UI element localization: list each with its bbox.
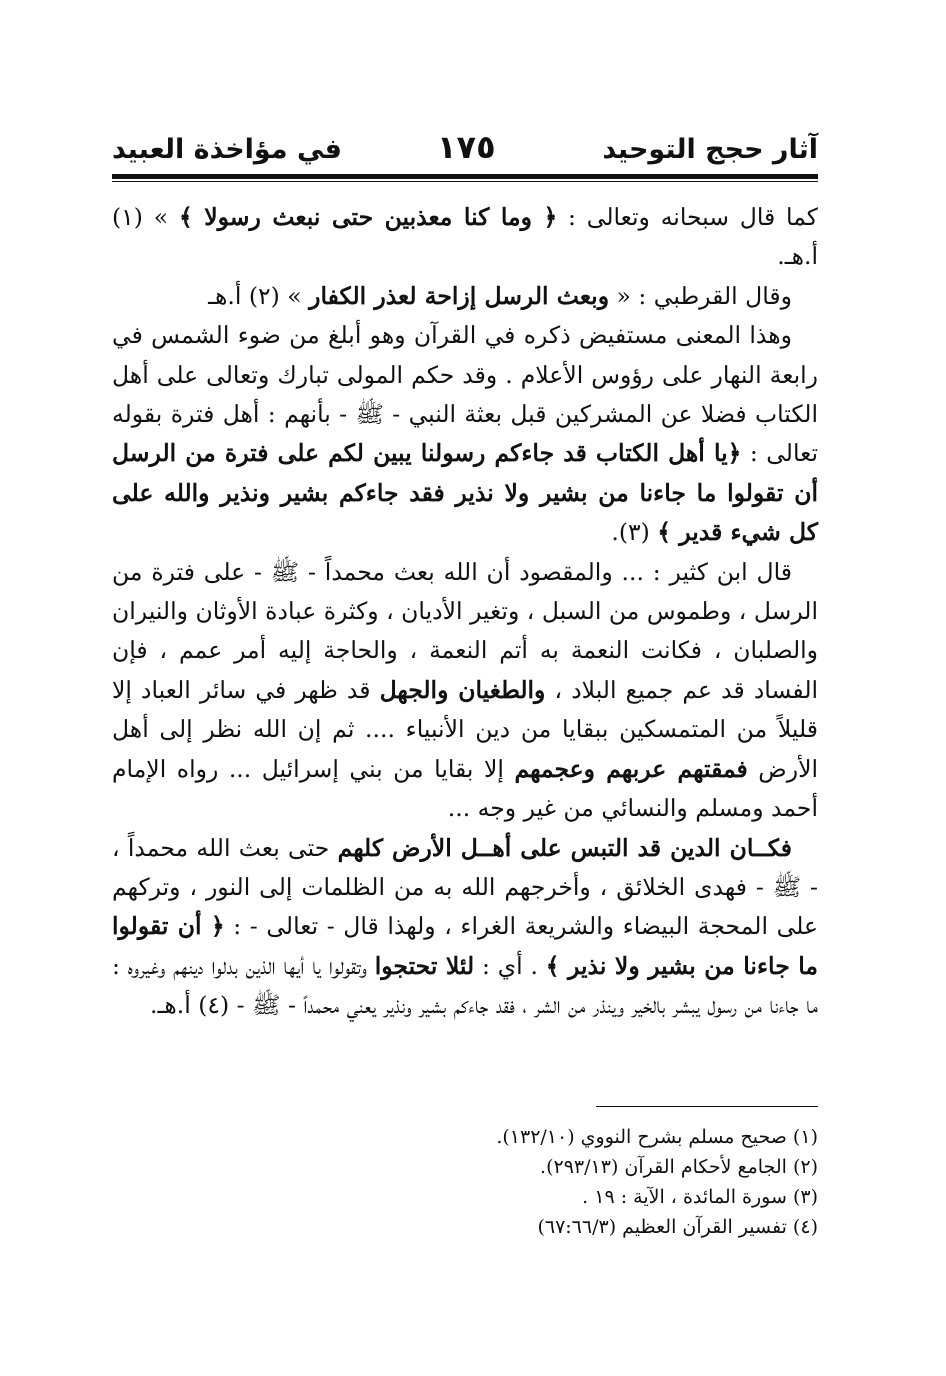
footnote-3: (٣) سورة المائدة ، الآية : ١٩ . — [582, 1186, 818, 1208]
bold-text: ﴿ أن تقولوا ما جاءنا من بشير ولا نذير ﴾ — [112, 912, 818, 980]
footnote-1: (١) صحيح مسلم بشرح النووي (١٣٢/١٠). — [496, 1126, 818, 1148]
text-run: وهذا المعنى مستفيض ذكره في القرآن وهو أبلغ من ضوء الشمس في رابعة النهار على رؤوس الأعلام . وقد حكم المولى تبارك وتعالى على أهل الكتاب فضلا عن المشركين قبل بعثة النبي - ﷺ - بأنهم : أهل فترة بقوله تعالى : — [112, 321, 818, 468]
paragraph — [112, 316, 818, 552]
chapter-title: في مؤاخذة العبيد — [112, 134, 342, 165]
text-run: كما قال سبحانه وتعالى : — [557, 203, 818, 231]
page-number: ١٧٥ — [437, 128, 496, 166]
paragraph — [112, 198, 818, 277]
bold-text: فكــان الدين قد التبس على أهــل الأرض كلهم — [337, 833, 792, 862]
header-rule-thin — [112, 181, 818, 182]
footnote-2: (٢) الجامع لأحكام القرآن (٢٩٣/١٣). — [540, 1156, 818, 1178]
text-run: حتى بعث الله محمداً ، - ﷺ - فهدى الخلائق ، وأخرجهم الله به من الظلمات إلى النور ، وتركهم على المحجة البيضاء والشريعة الغراء ، ولهذا قال - تعالى - : — [112, 833, 818, 941]
paragraph — [112, 277, 818, 316]
bold-text: ﴿ وما كنا معذبين حتى نبعث رسولا ﴾ — [178, 203, 558, 231]
footnote-4: (٤) تفسير القرآن العظيم (٦٧:٦٦/٣) — [537, 1216, 818, 1238]
text-run: قد ظهر في سائر العباد إلا قليلاً من المتمسكين ببقايا من دين الأنبياء .... ثم إن الله نظر إلى أهل الأرض — [112, 675, 818, 783]
body-text — [112, 198, 818, 1026]
bold-text: وبعث الرسل إزاحة لعذر الكفار — [309, 281, 610, 310]
bold-text: لئلا تحتجوا — [374, 951, 475, 980]
text-run: » (١) أ.هـ. — [112, 203, 818, 271]
book-title: آثار حجج التوحيد — [602, 134, 818, 165]
footnotes — [112, 1122, 818, 1242]
footnote-separator — [596, 1106, 818, 1107]
text-run: إلا بقايا من بني إسرائيل ... رواه الإمام أحمد ومسلم والنسائي من غير وجه ... — [112, 754, 818, 823]
text-run: . أي : — [474, 951, 546, 980]
bold-text: فمقتهم عربهم وعجمهم — [514, 754, 748, 783]
paragraph — [112, 553, 818, 829]
running-header — [112, 128, 818, 172]
text-run: » (٢) أ.هـ — [208, 281, 310, 310]
text-run: (٣). — [611, 518, 658, 547]
text-run: وقال القرطبي : « — [609, 281, 792, 310]
text-run: قال ابن كثير : ... والمقصود أن الله بعث محمداً - ﷺ - على فترة من الرسل ، وطموس من السبل ، وتغير الأديان ، وكثرة عبادة الأوثان والنيران والصلبان ، فكانت النعمة به أتم النعمة ، والحاجة إليه أمر عمم ، فإن الفساد قد عم جميع البلاد ، — [112, 557, 819, 704]
text-run: وتقولوا يا أيها الذين بدلوا دينهم وغيروه : ما جاءنا من رسول يبشر بالخير وينذر من الشر ، فقد جاءكم بشير ونذير يعني محمداً - ﷺ - (٤) أ.هـ. — [112, 951, 818, 1020]
paragraph — [112, 829, 818, 1026]
bold-text: ﴿يا أهل الكتاب قد جاءكم رسولنا يبين لكم على فترة من الرسل أن تقولوا ما جاءنا من بشير ولا نذير فقد جاءكم بشير ونذير والله على كل شيء قدير ﴾ — [112, 439, 818, 547]
header-rule — [112, 174, 818, 179]
bold-text: والطغيان والجهل — [379, 675, 546, 704]
